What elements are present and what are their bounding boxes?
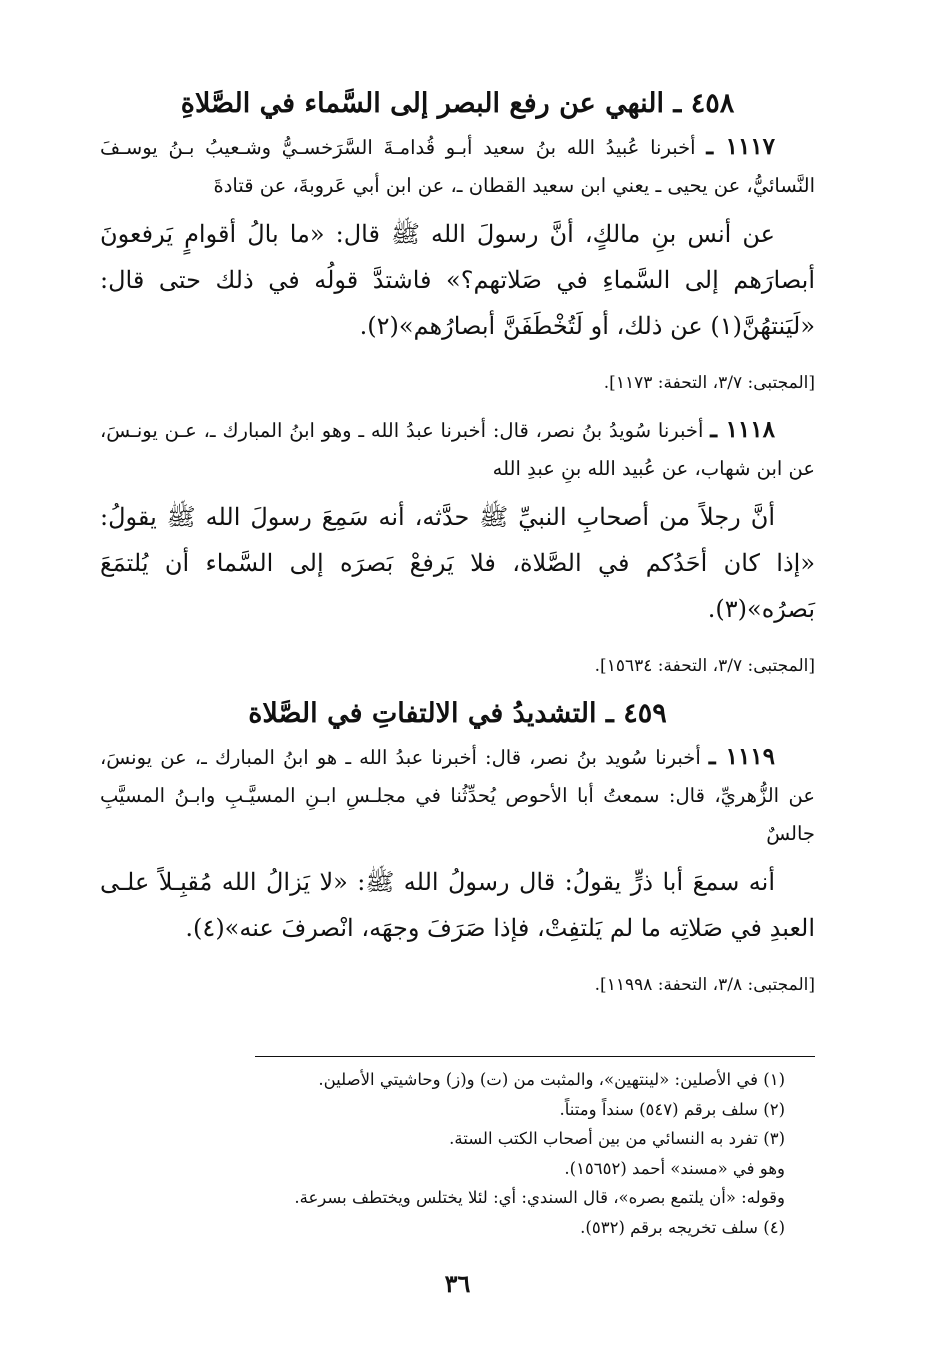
hadith-number: ١١١٨ ـ — [710, 416, 775, 443]
footnote: وهو في «مسند» أحمد (١٥٦٥٢). — [564, 1158, 785, 1178]
footnote: (١) في الأصلين: «لينتهين»، والمثبت من (ت) و(ز) وحاشيتي الأصلين. — [318, 1070, 785, 1089]
chain-text: أخبرنا سُويد بنُ نصر، قال: أخبرنا عبدُ الله ـ هو ابنُ المبارك ـ، عن يونسَ، عن الزُّهريِّ، قال: سمعتُ أبا الأحوص يُحدِّثُنا في مجلـسِ ابـنِ المسيَّـبِ وابـنُ المسيَّبِ جالسٌ — [100, 746, 815, 845]
page-number: ٣٦ — [444, 1269, 471, 1298]
footnote: (٤) سلف تخريجه برقم (٥٣٢). — [580, 1217, 785, 1237]
hadith-1119 — [100, 738, 815, 999]
book-page — [100, 84, 815, 1324]
hadith-text: أنه سمعَ أبا ذرٍّ يقولُ: قال رسولُ الله ﷺ: «لا يَزالُ الله مُقبِـلاً علـى العبدِ في صَلاتِه ما لم يَلتفِتْ، فإذا صَرَفَ وجهَه، انْصرفَ عنه»(٤). — [100, 868, 815, 942]
footnotes — [255, 1056, 815, 1242]
hadith-number: ١١١٧ ـ — [706, 133, 776, 160]
hadith-chain — [100, 411, 815, 488]
chain-text: أخبرنا سُويدُ بنُ نصر، قال: أخبرنا عبدُ الله ـ وهو ابنُ المبارك ـ، عـن يونـسَ، عن ابن شهاب، عن عُبيد الله بنِ عبدِ الله — [100, 419, 815, 480]
footnote: (٣) تفرد به النسائي من بين أصحاب الكتب الستة. — [449, 1129, 785, 1148]
footnote: وقوله: «أن يلتمع بصره»، قال السندي: أي: لئلا يختلس ويختطف بسرعة. — [294, 1188, 785, 1207]
hadith-1118 — [100, 411, 815, 680]
hadith-1117 — [100, 128, 815, 397]
footnote: (٢) سلف برقم (٥٤٧) سنداً ومتناً. — [559, 1099, 785, 1119]
hadith-reference: [المجتبى: ٣/٨، التحفة: ١١٩٩٨]. — [594, 975, 815, 995]
section-heading-458: ٤٥٨ ـ النهي عن رفع البصر إلى السَّماء في الصَّلاةِ — [180, 88, 735, 119]
hadith-chain — [100, 128, 815, 205]
hadith-number: ١١١٩ ـ — [708, 743, 776, 770]
hadith-chain — [100, 738, 815, 853]
hadith-text: عن أنس بنِ مالكٍ، أنَّ رسولَ الله ﷺ قال: «ما بالُ أقوامٍ يَرفعونَ أبصارَهم إلى السَّماءِ في صَلاتهم؟» فاشتدَّ قولُه في ذلك حتى قال: «لَيَنتهُنَّ(١) عن ذلك، أو لَتُخْطَفَنَّ أبصارُهم»(٢). — [100, 220, 815, 340]
hadith-reference: [المجتبى: ٣/٧، التحفة: ١٥٦٣٤]. — [594, 656, 815, 676]
hadith-text: أنَّ رجلاً من أصحابِ النبيِّ ﷺ حدَّثه، أنه سَمِعَ رسولَ الله ﷺ يقولُ: «إذا كان أحَدُكم في الصَّلاة، فلا يَرفعْ بَصرَه إلى السَّماء أن يُلتمَعَ بَصرُه»(٣). — [100, 503, 815, 623]
chain-text: أخبرنا عُبيدُ الله بنُ سعيد أبـو قُدامـةَ السَّرَخسـيُّ وشـعيبُ بـنُ يوسـفَ النَّسائيُّ، عن يحيى ـ يعني ابن سعيد القطان ـ، عن ابن أبي عَروبةَ، عن قتادةَ — [100, 136, 815, 197]
hadith-reference: [المجتبى: ٣/٧، التحفة: ١١٧٣]. — [603, 373, 815, 393]
section-heading-459: ٤٥٩ ـ التشديدُ في الالتفاتِ في الصَّلاة — [248, 698, 667, 729]
